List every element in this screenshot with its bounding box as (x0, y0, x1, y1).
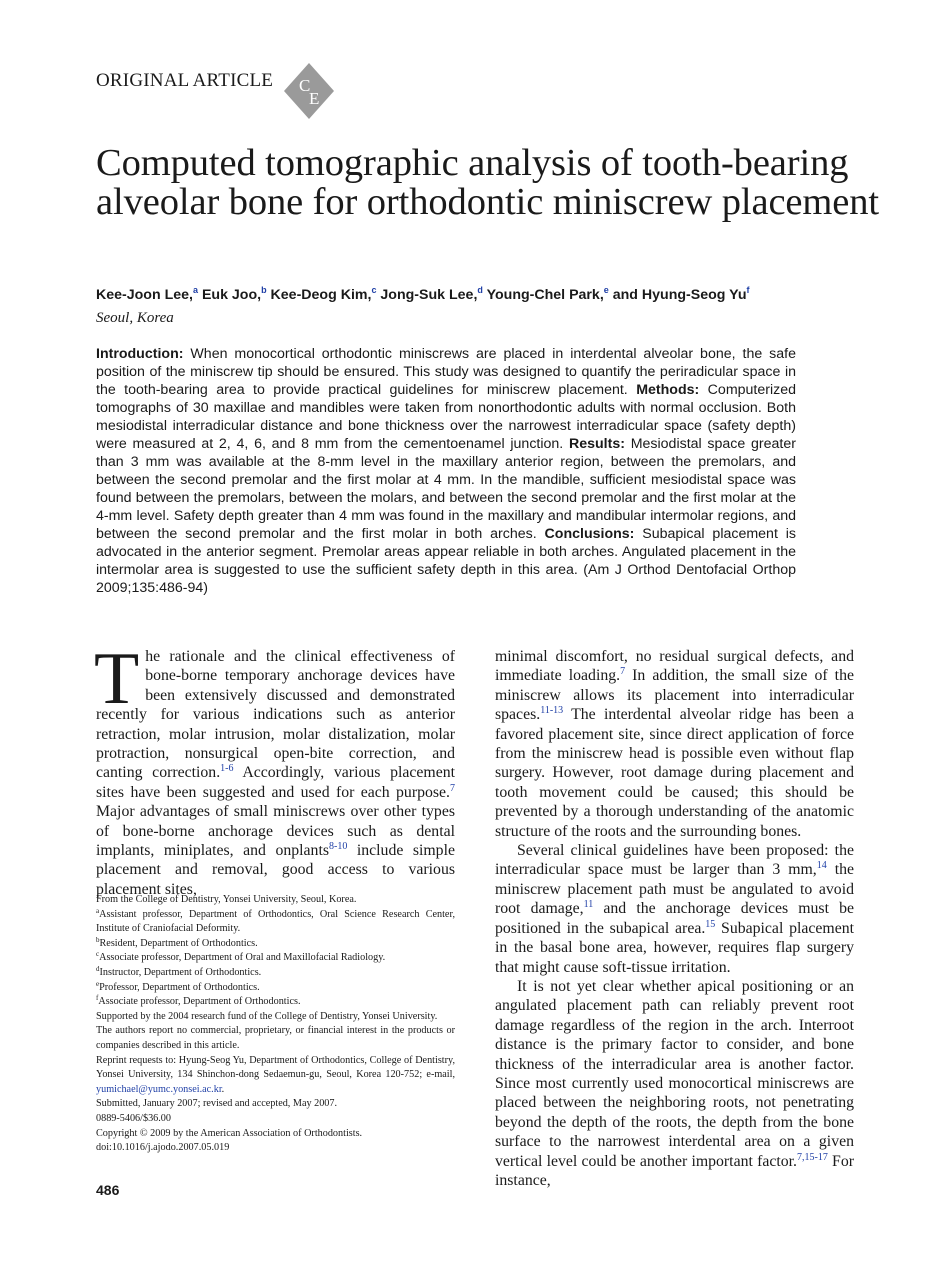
affiliation-text: Associate professor, Department of Orthodontics. (98, 996, 301, 1008)
body-text: Subapical placement in the basal bone area, however, requires flap surgery that might cause soft-tissue irritation. (495, 919, 854, 976)
affiliation-mark[interactable]: b (261, 285, 267, 295)
author-name: and Hyung-Seog Yu (612, 287, 747, 303)
body-text: Accordingly, various placement sites have been suggested and used for each purpose. (96, 764, 455, 801)
body-text: It is not yet clear whether apical positioning or an angulated placement path can reliably prevent root damage regardless of the region in the arch. Interroot distance is the primary factor to consider, and bone thickness of the interradicular area is another factor. Since most currently used monocortical miniscrews are placed between the neighboring roots, not penetrating beyond the depth of the roots, the depth from the bone surface to the narrowest interdental area on a given vertical level could be another important factor. (495, 977, 854, 1170)
author-list (96, 287, 876, 303)
citation-link[interactable]: 7,15-17 (796, 1151, 828, 1163)
citation-link[interactable]: 8-10 (329, 841, 348, 853)
affiliation-footnote (96, 995, 455, 1010)
affiliation-mark: d (96, 964, 100, 973)
abstract-methods-text: Computerized tomographs of 30 maxillae and mandibles were taken from nonorthodontic adults with normal occlusion. Both mesiodistal interradicular distance and bone thickness over the narrowest interradicular space (safety depth) were measured at 2, 4, 6, and 8 mm from the cementoenamel junction. (96, 382, 797, 452)
citation-link[interactable]: 11-13 (540, 705, 564, 717)
abstract-results-text: Mesiodistal space greater than 3 mm was available at the 8-mm level in the maxillary anterior region, between the premolars, and between the second premolar and the first molar at 4 mm. In the mandible, sufficient mesiodistal space was found between the premolars, between the molars, and between the second premolar and the first molar at the 4-mm level. Safety depth greater than 4 mm was found in the maxillary and mandibular intermolar regions, and between the second premolar and the first molar in both arches. (96, 436, 796, 542)
affiliation-footnote (96, 951, 455, 966)
body-text: he rationale and the clinical effectiveness of bone-borne temporary anchorage devices have been extensively discussed and demonstrated recently for various indications such as anterior retraction, molar intrusion, molar distalization, molar protraction, nonsurgical open-bite correction, and canting correction. (96, 648, 455, 782)
affiliation-text: Assistant professor, Department of Orthodontics, Oral Science Research Center, Institute of Craniofacial Deformity. (96, 908, 455, 935)
affiliation-mark: b (96, 935, 100, 944)
footnote-support: Supported by the 2004 research fund of the College of Dentistry, Yonsei University. (96, 1010, 438, 1022)
drop-cap: T (94, 638, 140, 720)
author-name: Kee-Deog Kim, (270, 287, 372, 303)
body-text: The interdental alveolar ridge has been a favored placement site, since direct application of force from the miniscrew head is possible even without flap surgery. However, root damage during placement and tooth movement could be caused; this should be prevented by a thorough understanding of the anatomic structure of the roots and the surrounding bones. (495, 706, 854, 840)
reprint-end: . (221, 1083, 225, 1095)
footnote-submitted: Submitted, January 2007; revised and accepted, May 2007. (96, 1098, 338, 1110)
abstract-conclusions-heading: Conclusions: (544, 526, 635, 542)
footnote-reprint (96, 1054, 455, 1098)
body-text: and the anchorage devices must be positioned in the subapical area. (495, 900, 855, 937)
body-column-right (495, 647, 854, 1190)
body-text: In addition, the small size of the miniscrew allows its placement into interradicular spaces. (495, 667, 854, 724)
footnote-doi: doi:10.1016/j.ajodo.2007.05.019 (96, 1142, 230, 1154)
affiliation-text: Professor, Department of Orthodontics. (99, 981, 260, 993)
affiliation-mark[interactable]: c (371, 285, 377, 295)
affiliation-mark[interactable]: d (477, 285, 483, 295)
ce-badge-icon (283, 62, 335, 120)
body-text: For instance, (495, 1152, 854, 1189)
affiliation-list (96, 908, 455, 1010)
footnote-from: From the College of Dentistry, Yonsei University, Seoul, Korea. (96, 894, 357, 905)
body-text: Major advantages of small miniscrews over other types of bone-borne anchorage devices such as dental implants, miniplates, and onplants (96, 803, 455, 860)
citation-link[interactable]: 7 (620, 666, 626, 678)
abstract-intro-text: When monocortical orthodontic miniscrews are placed in interdental alveolar bone, the safe position of the miniscrew tip should be ensured. This study was designed to quantify the periradicular space in the tooth-bearing area to provide practical guidelines for miniscrew placement. (96, 346, 796, 398)
affiliation-text: Instructor, Department of Orthodontics. (99, 966, 262, 978)
article-title: Computed tomographic analysis of tooth-bearing alveolar bone for orthodontic miniscrew placement (96, 142, 879, 223)
reprint-email-link[interactable]: yumichael@yumc.yonsei.ac.kr (96, 1083, 222, 1095)
affiliation-mark: f (96, 994, 99, 1003)
affiliation-text: Associate professor, Department of Oral and Maxillofacial Radiology. (99, 952, 386, 964)
abstract-methods-heading: Methods: (636, 382, 700, 398)
body-paragraph (495, 841, 854, 977)
body-text: include simple placement and removal, good access to various placement sites, (96, 842, 455, 898)
footnote-conflict: The authors report no commercial, proprietary, or financial interest in the products or companies described in this article. (96, 1025, 455, 1051)
affiliation-mark: e (96, 979, 100, 988)
citation-link[interactable]: 7 (450, 782, 455, 794)
abstract-intro-heading: Introduction: (96, 346, 184, 362)
affiliation-mark: a (96, 906, 100, 915)
abstract-results-heading: Results: (568, 436, 625, 452)
affiliation-mark: c (96, 950, 100, 959)
body-paragraph (495, 977, 854, 1190)
citation-link[interactable]: 14 (816, 860, 827, 872)
affiliation-footnote (96, 937, 455, 952)
body-text: Several clinical guidelines have been proposed: the interradicular space must be larger than 3 mm, (495, 842, 854, 879)
body-paragraph (94, 638, 455, 899)
footnote-issn: 0889-5406/$36.00 (96, 1112, 171, 1124)
author-name: Jong-Suk Lee, (380, 287, 478, 303)
page-number: 486 (96, 1182, 120, 1198)
body-text: minimal discomfort, no residual surgical defects, and immediate loading. (495, 648, 854, 685)
abstract-conclusions-text: Subapical placement is advocated in the anterior segment. Premolar areas appear reliable in both arches. Angulated placement in the intermolar area is suggested to use the sufficient safety depth in this area. (Am J Orthod Dentofacial Orthop 2009;135:486-94) (96, 526, 797, 596)
abstract (96, 345, 796, 597)
body-text: the miniscrew placement path must be angulated to avoid root damage, (495, 861, 854, 918)
citation-link[interactable]: 15 (705, 918, 716, 930)
affiliation-mark[interactable]: f (746, 285, 750, 295)
body-paragraph (495, 647, 854, 841)
author-location: Seoul, Korea (96, 310, 174, 326)
reprint-text: Reprint requests to: Hyung-Seog Yu, Department of Orthodontics, College of Dentistry, Yonsei University, 134 Shinchon-dong Sedaemun-gu, Seoul, Korea 120-752; e-mail, (96, 1054, 455, 1081)
body-column-left (94, 638, 455, 899)
author-name: Young-Chel Park, (486, 287, 604, 303)
section-label: ORIGINAL ARTICLE (96, 70, 274, 91)
badge-letter-c: C (299, 76, 311, 95)
citation-link[interactable]: 11 (583, 899, 594, 911)
affiliation-footnote (96, 966, 455, 981)
author-name: Kee-Joon Lee, (96, 287, 193, 303)
citation-link[interactable]: 1-6 (220, 763, 234, 775)
affiliation-mark[interactable]: a (192, 285, 198, 295)
footnote-copyright: Copyright © 2009 by the American Association of Orthodontists. (96, 1127, 363, 1139)
affiliation-mark[interactable]: e (603, 285, 609, 295)
footnotes (96, 893, 455, 1156)
affiliation-text: Resident, Department of Orthodontics. (99, 937, 258, 949)
author-name: Euk Joo, (201, 287, 262, 303)
affiliation-footnote (96, 908, 455, 937)
affiliation-footnote (96, 981, 455, 996)
badge-letter-e: E (309, 89, 320, 108)
